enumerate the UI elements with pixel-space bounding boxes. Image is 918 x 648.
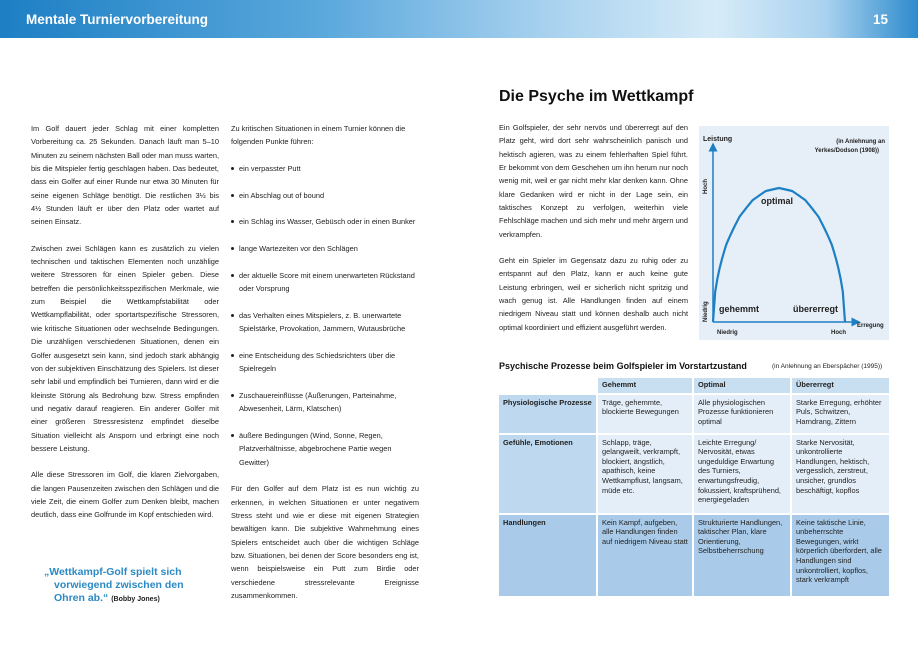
text-column-1: [31, 122, 219, 535]
table-title: Psychische Prozesse beim Golfspieler im Vorstartzustand: [499, 361, 747, 371]
table-row: [499, 514, 889, 596]
text-column-2: [231, 122, 419, 602]
paragraph: Für den Golfer auf dem Platz ist es nun wichtig zu erkennen, in welchen Situationen er unter negativem Stress steht und wie er diese mit eigenen Strategien bewältigen kann. Die subjektive Wahrnehmung eines Spielers entscheidet auch über die wichtigen Schläge bzw. Situationen, bei denen der Score besonders eng ist, wenn beispielsweise ein Putt zum Birdie oder verschiedene stressrelevante Ereignisse zusammenkommen.: [231, 484, 419, 601]
table-row: [499, 394, 889, 434]
row-label: Gefühle, Emotionen: [499, 434, 597, 514]
y-axis-label: Leistung: [703, 136, 733, 143]
yerkes-dodson-chart: [699, 126, 889, 340]
x-axis-label: Erregung: [857, 323, 884, 329]
paragraph: Im Golf dauert jeder Schlag mit einer kompletten Vorbereitung ca. 25 Sekunden. Danach läuft man 5–10 Minuten zu seinem nächsten Ball oder man muss warten, bis die Mitspieler fertig geschlagen haben. Das bedeutet, dass ein Golfer auf einer Runde nur etwa 30 Minuten für seine eigenen Schläge benötigt. Die restlichen 3½ bis 4½ Stunden läuft er über den Platz oder wartet auf seinen Einsatz.: [31, 124, 219, 227]
table-header-cell: [499, 378, 597, 394]
table-cell: Kein Kampf, aufgeben, alle Handlungen finden auf niedrigem Niveau statt: [597, 514, 693, 596]
situation-list: [231, 162, 419, 469]
x-tick-low: Niedrig: [717, 330, 738, 336]
annotation-gehemmt: gehemmt: [719, 304, 760, 314]
quote-author: (Bobby Jones): [111, 596, 160, 603]
text-column-3: [499, 121, 688, 347]
paragraph: Ein Golfspieler, der sehr nervös und übererregt auf den Platz geht, wird dort sehr wahrscheinlich panisch und hektisch agieren, was zu einem fehlerhaften Spiel führt. Er bekommt von dem Geschehen um ihn herum nur noch wenig mit, weil er gar nicht mehr klar denken kann. Ohne klare Gedanken wird er nicht in der Lage sein, ein taktisches Konzept zu verfolgen, weiterhin viele Fehlschläge machen und sich mehr und mehr ärgern und verkrampfen.: [499, 123, 688, 239]
chapter-title: Mentale Turniervorbereitung: [26, 12, 209, 27]
chart-source-line-1: (in Anlehnung an: [836, 139, 885, 145]
header-bar: [0, 0, 918, 38]
row-label: Physiologische Prozesse: [499, 394, 597, 434]
table-header-cell: Übererregt: [791, 378, 889, 394]
list-intro: Zu kritischen Situationen in einem Turnier können die folgenden Punkte führen:: [231, 124, 406, 147]
quote-line-1: „Wettkampf-Golf spielt sich: [44, 566, 182, 578]
list-item: Zuschauereinflüsse (Äußerungen, Parteinahme, Abwesenheit, Lärm, Klatschen): [231, 389, 419, 416]
quote-line-2: vorwiegend zwischen den: [54, 579, 184, 591]
row-label: Handlungen: [499, 514, 597, 596]
table-cell: Keine taktische Linie, unbeherrschte Bewegungen, wirkt körperlich überfordert, alle Handlungen sind unkontrolliert, kopflos, stark verkrampft: [791, 514, 889, 596]
table-row: [499, 434, 889, 514]
paragraph: Geht ein Spieler im Gegensatz dazu zu ruhig oder zu entspannt auf den Platz, kann er auch keine gute Leistung erbringen, weil er sicherlich nicht spritzig und wach genug ist. Alle Handlungen finden auf einem niedrigem Niveau statt und können deshalb auch nicht optimal koordiniert und effizient ausgeführt werden.: [499, 256, 688, 332]
list-item: ein Abschlag out of bound: [231, 189, 419, 202]
list-item: lange Wartezeiten vor den Schlägen: [231, 242, 419, 255]
table-cell: Leichte Erregung/ Nervosität, etwas ungeduldige Erwartung des Turniers, erwartungsfreudig, fokussiert, kraftsprühend, energiegeladen: [693, 434, 791, 514]
table-cell: Strukturierte Handlungen, taktischer Plan, klare Orientierung, Selbstbeherrschung: [693, 514, 791, 596]
y-tick-high: Hoch: [703, 179, 709, 194]
list-item: eine Entscheidung des Schiedsrichters über die Spielregeln: [231, 349, 419, 376]
table-cell: Starke Erregung, erhöhter Puls, Schwitzen, Harndrang, Zittern: [791, 394, 889, 434]
annotation-optimal: optimal: [761, 196, 794, 206]
psychological-processes-table: [499, 378, 889, 596]
list-item: äußere Bedingungen (Wind, Sonne, Regen, Platzverhältnisse, abgebrochene Partie wegen Gewitter): [231, 429, 419, 469]
table-header-cell: Optimal: [693, 378, 791, 394]
annotation-uebererregt: übererregt: [793, 304, 839, 314]
paragraph: Alle diese Stressoren im Golf, die klaren Zielvorgaben, die langen Pausenzeiten zwischen den Schlägen und die viele Zeit, die einem Golfer zum Denken bleibt, machen deutlich, dass eine Golfrunde im Kopf entschieden wird.: [31, 470, 219, 520]
table-cell: Starke Nervosität, unkontrollierte Handlungen, hektisch, vergesslich, zerstreut, unsicher, grundlos beschäftigt, kopflos: [791, 434, 889, 514]
paragraph: Zwischen zwei Schlägen kann es zusätzlich zu vielen technischen und taktischen Elementen noch unzählige weitere Stressoren für einen Spieler geben. Diese betreffen die persönlichkeitsspezifischen Merkmale, wie zum Beispiel die Wettkampfstabilität oder Wettkampflabilität, oder sportartspezifische Stressoren, wie kritische Situationen oder wechselnde Bedingungen. Die unzähligen verschiedenen Situationen, denen ein Golfer ausgesetzt sein kann, sind jedoch stark abhängig von der subjektiven Einschätzung des Spielers. Ist dieser sehr labil und empfindlich bei Turnieren, dann wird er die kleinste Störung als Bedrohung bzw. Stress empfinden und negativ darauf reagieren. Ein anderer Golfer mit einer größeren Stressresistenz empfindet dieselbe Situation vielleicht als Ansporn und erbringt eine noch bessere Leistung.: [31, 243, 219, 453]
page-number: 15: [872, 12, 888, 27]
table-header-cell: Gehemmt: [597, 378, 693, 394]
list-item: ein Schlag ins Wasser, Gebüsch oder in einen Bunker: [231, 215, 419, 228]
table-header-row: [499, 378, 889, 394]
chart-svg: [699, 126, 889, 340]
list-item: das Verhalten eines Mitspielers, z. B. unerwartete Spielstärke, Provokation, Jammern, Wutausbrüche: [231, 309, 419, 336]
section-heading: Die Psyche im Wettkampf: [499, 88, 694, 105]
list-item: ein verpasster Putt: [231, 162, 419, 175]
table-cell: Alle physiologischen Prozesse funktionieren optimal: [693, 394, 791, 434]
quote-line-3: Ohren ab.“: [54, 592, 109, 604]
table-cell: Schlapp, träge, gelangweilt, verkrampft, blockiert, ängstlich, apathisch, keine Wettkampflust, langsam, müde etc.: [597, 434, 693, 514]
table-cell: Träge, gehemmte, blockierte Bewegungen: [597, 394, 693, 434]
performance-curve: [713, 188, 845, 322]
pull-quote: [44, 566, 214, 606]
y-tick-low: Niedrig: [703, 301, 709, 322]
chart-source-line-2: Yerkes/Dodson (1908)): [814, 148, 879, 154]
table-source: (in Anlehnung an Eberspächer (1995)): [772, 363, 883, 370]
x-tick-high: Hoch: [831, 330, 846, 336]
list-item: der aktuelle Score mit einem unerwarteten Rückstand oder Vorsprung: [231, 269, 419, 296]
